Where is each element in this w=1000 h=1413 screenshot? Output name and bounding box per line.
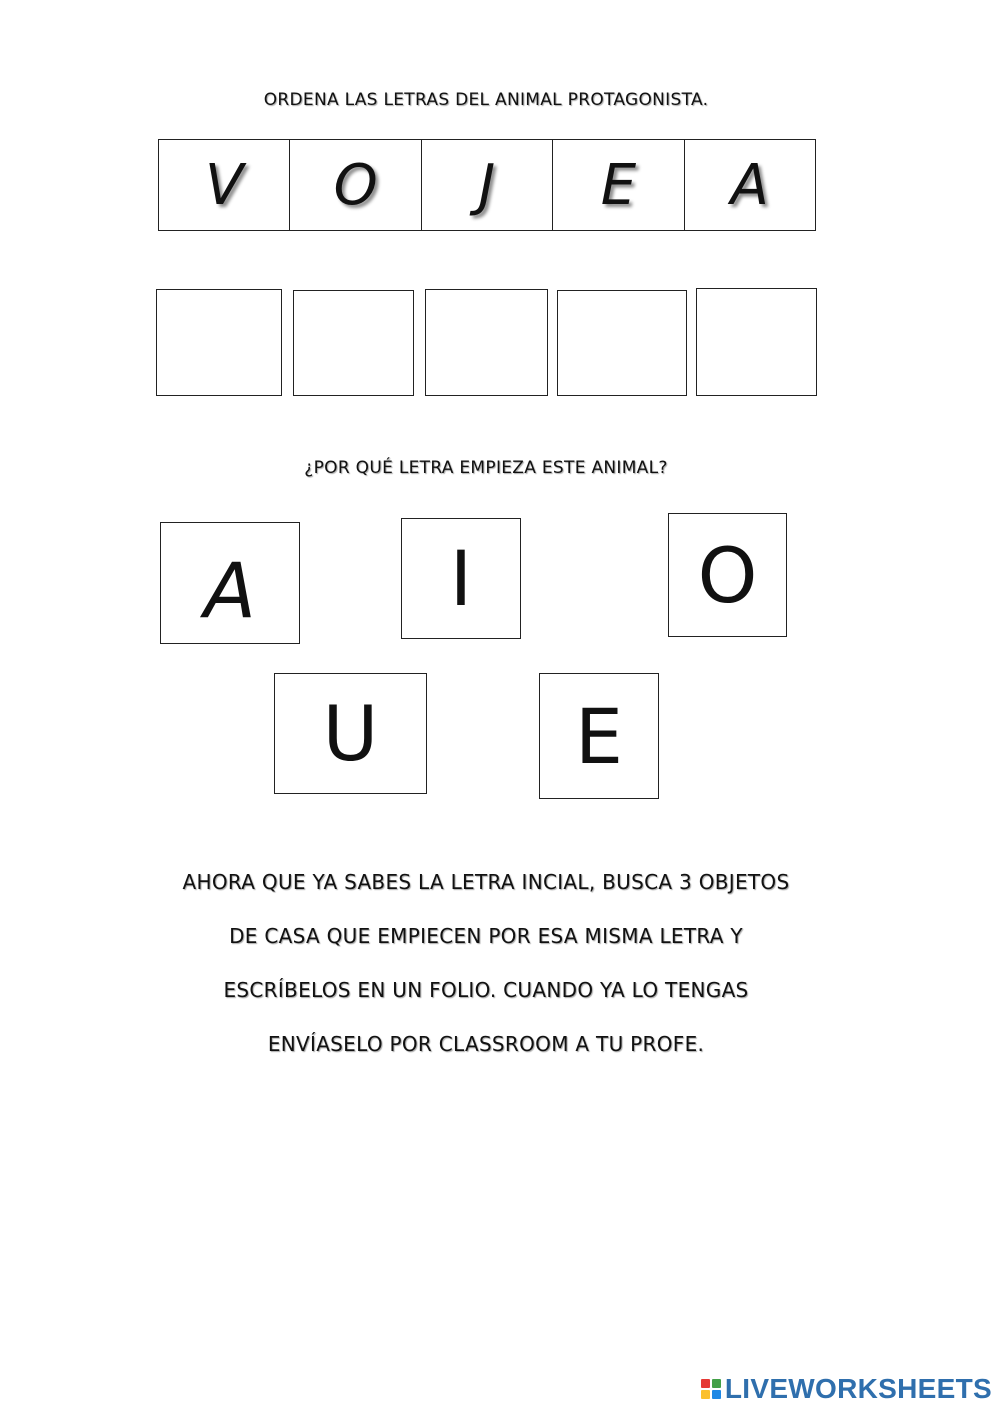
scrambled-letter[interactable]: O	[290, 140, 421, 230]
instruction-line-3: ESCRÍBELOS EN UN FOLIO. CUANDO YA LO TENGAS	[223, 978, 749, 1002]
liveworksheets-logo-icon	[701, 1379, 721, 1399]
scrambled-letter[interactable]: J	[422, 140, 553, 230]
answer-drop-box-3[interactable]	[425, 289, 548, 396]
vowel-option-a[interactable]: A	[160, 522, 300, 644]
scrambled-letter[interactable]: A	[730, 152, 769, 218]
answer-drop-box-1[interactable]	[156, 289, 282, 396]
liveworksheets-brand	[701, 1373, 992, 1405]
instruction-line-1: AHORA QUE YA SABES LA LETRA INCIAL, BUSCA 3 OBJETOS	[182, 870, 790, 894]
brand-name: LIVEWORKSHEETS	[724, 1373, 992, 1404]
section-title-order-letters: ORDENA LAS LETRAS DEL ANIMAL PROTAGONISTA.	[263, 90, 709, 110]
section-title-first-letter: ¿POR QUÉ LETRA EMPIEZA ESTE ANIMAL?	[304, 458, 668, 478]
vowel-option-u[interactable]: U	[274, 673, 427, 794]
answer-drop-box-4[interactable]	[557, 290, 687, 396]
scrambled-letters-row	[158, 139, 816, 231]
scrambled-letter[interactable]: E	[553, 140, 684, 230]
vowel-option-i[interactable]: I	[401, 518, 521, 639]
vowel-option-e[interactable]: E	[539, 673, 659, 799]
vowel-option-o[interactable]: O	[668, 513, 787, 637]
answer-drop-box-2[interactable]	[293, 290, 414, 396]
scrambled-letter[interactable]: V	[159, 140, 290, 230]
answer-drop-box-5[interactable]	[696, 288, 817, 396]
instruction-line-2: DE CASA QUE EMPIECEN POR ESA MISMA LETRA Y	[229, 924, 743, 948]
instruction-line-4: ENVÍASELO POR CLASSROOM A TU PROFE.	[267, 1032, 705, 1056]
